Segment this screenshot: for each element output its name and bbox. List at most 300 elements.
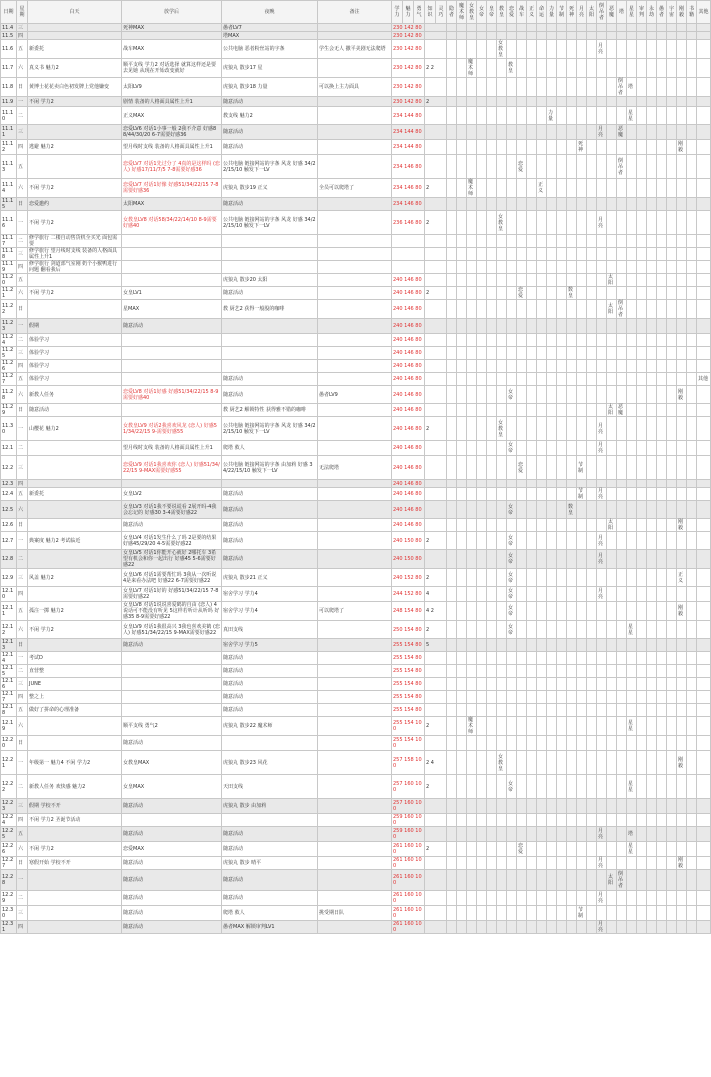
arcana-cell (597, 287, 607, 300)
note-cell (318, 827, 392, 842)
arcana-cell (457, 717, 467, 736)
arcana-cell (477, 891, 487, 906)
arcana-cell (467, 360, 477, 373)
arcana-cell (497, 891, 507, 906)
arcana-cell (447, 857, 457, 870)
arcana-cell (517, 691, 527, 704)
arcana-cell (517, 441, 527, 456)
arcana-cell (527, 857, 537, 870)
arcana-cell (527, 814, 537, 827)
arcana-cell (477, 569, 487, 587)
note-cell: 学生会无人 撒平美剧无法爬塔 (318, 40, 392, 59)
arcana-cell (677, 827, 687, 842)
arcana-cell (487, 40, 497, 59)
night-cell (222, 319, 318, 334)
arcana-cell (497, 906, 507, 921)
arcana-cell (607, 235, 617, 248)
table-row (1, 404, 711, 417)
arcana-cell (637, 775, 647, 799)
stats-cell: 261 160 100 (392, 857, 425, 870)
day-cell: 恋爱邀约 (28, 198, 122, 211)
night-cell: 爬塔 救人 (222, 906, 318, 921)
night-cell: 公共电脑 链接网站的字条 风龙 好感 34/22/15/10 触发下一LV (222, 155, 318, 179)
header-cell: 星星 (627, 1, 637, 24)
table-row (1, 155, 711, 179)
arcana-cell (527, 921, 537, 934)
arcana-cell (457, 24, 467, 32)
arcana-cell (527, 652, 537, 665)
arcana-cell (597, 274, 607, 287)
arcana-cell (527, 621, 537, 639)
arcana-cell (677, 155, 687, 179)
header-cell: 命运 (537, 1, 547, 24)
gain-cell (425, 274, 447, 287)
header-cell: 太阳 (587, 1, 597, 24)
arcana-cell (567, 857, 577, 870)
arcana-cell (607, 319, 617, 334)
arcana-cell (567, 652, 577, 665)
arcana-cell (587, 404, 597, 417)
arcana-cell (507, 155, 517, 179)
table-row (1, 287, 711, 300)
arcana-cell: 塔 (627, 78, 637, 97)
arcana-cell (487, 691, 497, 704)
arcana-cell (487, 891, 497, 906)
day-cell (28, 736, 122, 751)
arcana-cell (697, 319, 711, 334)
date-cell: 12.31 (1, 921, 17, 934)
arcana-cell (647, 274, 657, 287)
arcana-cell (617, 652, 627, 665)
day-cell (28, 107, 122, 125)
gain-cell (425, 736, 447, 751)
night-cell (222, 248, 318, 261)
arcana-cell: 魔术师 (467, 59, 477, 78)
arcana-cell (587, 717, 597, 736)
weekday-cell: 三 (17, 125, 28, 140)
arcana-cell (657, 347, 667, 360)
arcana-cell (557, 736, 567, 751)
note-cell (318, 287, 392, 300)
arcana-cell (637, 235, 647, 248)
arcana-cell (697, 441, 711, 456)
arcana-cell (527, 665, 537, 678)
arcana-cell (447, 775, 457, 799)
arcana-cell (627, 248, 637, 261)
arcana-cell: 星星 (627, 717, 637, 736)
night-cell: 随意活动 (222, 842, 318, 857)
gain-cell (425, 704, 447, 717)
arcana-cell (557, 652, 567, 665)
arcana-cell (637, 24, 647, 32)
arcana-cell (567, 78, 577, 97)
arcana-cell: 节制 (577, 456, 587, 480)
arcana-cell (597, 814, 607, 827)
arcana-cell (647, 40, 657, 59)
arcana-cell (597, 691, 607, 704)
arcana-cell (697, 870, 711, 891)
arcana-cell (697, 891, 711, 906)
arcana-cell (487, 107, 497, 125)
arcana-cell (537, 24, 547, 32)
weekday-cell: 三 (17, 24, 28, 32)
arcana-cell (697, 140, 711, 155)
arcana-cell (447, 300, 457, 319)
arcana-cell: 刚毅 (677, 857, 687, 870)
arcana-cell (547, 550, 557, 569)
arcana-cell (697, 404, 711, 417)
arcana-cell (517, 179, 527, 198)
arcana-cell (537, 827, 547, 842)
arcana-cell (457, 906, 467, 921)
arcana-cell (637, 97, 647, 107)
arcana-cell (527, 417, 537, 441)
night-cell: 随意活动 (222, 891, 318, 906)
arcana-cell (527, 179, 537, 198)
arcana-cell (687, 417, 697, 441)
arcana-cell (467, 235, 477, 248)
weekday-cell: 六 (17, 386, 28, 404)
night-cell: 虎狼丸 散步20 太阳 (222, 274, 318, 287)
arcana-cell (667, 386, 677, 404)
arcana-cell (517, 78, 527, 97)
arcana-cell (657, 155, 667, 179)
arcana-cell (597, 842, 607, 857)
arcana-cell (447, 652, 457, 665)
arcana-cell (497, 274, 507, 287)
arcana-cell (627, 211, 637, 235)
arcana-cell (667, 665, 677, 678)
header-cell: 魔术师 (457, 1, 467, 24)
arcana-cell (457, 360, 467, 373)
arcana-cell (667, 678, 677, 691)
arcana-cell (527, 360, 537, 373)
arcana-cell (567, 125, 577, 140)
arcana-cell (667, 373, 677, 386)
arcana-cell (507, 639, 517, 652)
arcana-cell (577, 678, 587, 691)
arcana-cell (557, 334, 567, 347)
arcana-cell (687, 906, 697, 921)
date-cell: 12.18 (1, 704, 17, 717)
date-cell: 12.8 (1, 550, 17, 569)
arcana-cell (597, 799, 607, 814)
note-cell (318, 235, 392, 248)
arcana-cell (677, 441, 687, 456)
arcana-cell (557, 799, 567, 814)
arcana-cell (657, 501, 667, 519)
arcana-cell (557, 501, 567, 519)
arcana-cell (607, 717, 617, 736)
arcana-cell (557, 480, 567, 488)
arcana-cell (697, 691, 711, 704)
arcana-cell (497, 532, 507, 550)
afterschool-cell (122, 360, 222, 373)
date-cell: 11.8 (1, 78, 17, 97)
arcana-cell (457, 274, 467, 287)
arcana-cell (457, 441, 467, 456)
weekday-cell: 三 (17, 248, 28, 261)
arcana-cell (647, 155, 657, 179)
arcana-cell (457, 751, 467, 775)
arcana-cell (687, 480, 697, 488)
arcana-cell (597, 32, 607, 40)
arcana-cell (697, 906, 711, 921)
arcana-cell (487, 842, 497, 857)
arcana-cell (457, 386, 467, 404)
note-cell (318, 300, 392, 319)
arcana-cell (537, 842, 547, 857)
arcana-cell (557, 751, 567, 775)
arcana-cell (567, 480, 577, 488)
arcana-cell (687, 736, 697, 751)
arcana-cell (607, 78, 617, 97)
night-cell: 宿舍学习 学力4 (222, 602, 318, 621)
arcana-cell (567, 404, 577, 417)
arcana-cell (607, 569, 617, 587)
arcana-cell (627, 550, 637, 569)
arcana-cell (497, 78, 507, 97)
arcana-cell (587, 891, 597, 906)
arcana-cell (527, 799, 537, 814)
arcana-cell (607, 704, 617, 717)
arcana-cell (527, 125, 537, 140)
arcana-cell (457, 211, 467, 235)
arcana-cell (697, 501, 711, 519)
arcana-cell (637, 621, 647, 639)
arcana-cell (497, 32, 507, 40)
afterschool-cell (122, 235, 222, 248)
arcana-cell (627, 300, 637, 319)
arcana-cell (457, 857, 467, 870)
arcana-cell (587, 125, 597, 140)
arcana-cell (577, 441, 587, 456)
day-cell (28, 519, 122, 532)
arcana-cell (697, 417, 711, 441)
arcana-cell (637, 842, 647, 857)
arcana-cell (477, 652, 487, 665)
arcana-cell (587, 261, 597, 274)
arcana-cell (507, 751, 517, 775)
arcana-cell (497, 456, 507, 480)
arcana-cell (547, 602, 557, 621)
date-cell: 12.14 (1, 652, 17, 665)
note-cell (318, 665, 392, 678)
arcana-cell (597, 639, 607, 652)
day-cell: 新教人任务 (28, 386, 122, 404)
table-row (1, 198, 711, 211)
arcana-cell (587, 456, 597, 480)
arcana-cell (627, 602, 637, 621)
arcana-cell (607, 24, 617, 32)
arcana-cell (447, 550, 457, 569)
arcana-cell (697, 678, 711, 691)
arcana-cell (467, 97, 477, 107)
arcana-cell (667, 155, 677, 179)
arcana-cell (477, 550, 487, 569)
arcana-cell (597, 386, 607, 404)
arcana-cell (627, 155, 637, 179)
arcana-cell (697, 488, 711, 501)
arcana-cell (667, 441, 677, 456)
arcana-cell (587, 621, 597, 639)
arcana-cell (457, 32, 467, 40)
day-cell: 修学旅行 剑道部气室刚 奶个小猴鸭进行问题 翻看我后 (28, 261, 122, 274)
arcana-cell (447, 107, 457, 125)
arcana-cell (537, 751, 547, 775)
day-cell (28, 921, 122, 934)
arcana-cell (547, 652, 557, 665)
arcana-cell (597, 678, 607, 691)
arcana-cell (667, 78, 677, 97)
arcana-cell (457, 125, 467, 140)
arcana-cell (667, 751, 677, 775)
arcana-cell (647, 347, 657, 360)
arcana-cell (627, 125, 637, 140)
arcana-cell (507, 300, 517, 319)
arcana-cell (507, 248, 517, 261)
afterschool-cell: 恋爱LV9 对话1我喜欢你 (恋人) 好感51/34/22/15 9-MAX需要好感55 (122, 456, 222, 480)
arcana-cell (487, 870, 497, 891)
arcana-cell (667, 404, 677, 417)
day-cell (28, 587, 122, 602)
arcana-cell (617, 360, 627, 373)
header-cell: 隐者 (447, 1, 457, 24)
table-row (1, 639, 711, 652)
arcana-cell (557, 287, 567, 300)
stats-cell: 240 146 80 (392, 300, 425, 319)
arcana-cell (517, 827, 527, 842)
arcana-cell (617, 827, 627, 842)
arcana-cell (687, 319, 697, 334)
arcana-cell (547, 235, 557, 248)
arcana-cell (687, 870, 697, 891)
arcana-cell (527, 569, 537, 587)
day-cell: 典案度 魅力2 考试临近 (28, 532, 122, 550)
arcana-cell (687, 456, 697, 480)
day-cell: 不闲 学力2 (28, 287, 122, 300)
arcana-cell (527, 519, 537, 532)
arcana-cell (667, 532, 677, 550)
arcana-cell (647, 179, 657, 198)
arcana-cell (487, 155, 497, 179)
arcana-cell (617, 107, 627, 125)
afterschool-cell: 随意活动 (122, 891, 222, 906)
weekday-cell: 一 (17, 652, 28, 665)
arcana-cell (587, 550, 597, 569)
arcana-cell (687, 814, 697, 827)
header-cell: 战车 (517, 1, 527, 24)
table-row (1, 78, 711, 97)
note-cell (318, 678, 392, 691)
arcana-cell (697, 261, 711, 274)
note-cell: 愚者LV9 (318, 386, 392, 404)
header-cell: 节制 (557, 1, 567, 24)
date-cell: 11.24 (1, 334, 17, 347)
weekday-cell: 六 (17, 842, 28, 857)
arcana-cell (537, 501, 547, 519)
arcana-cell (507, 678, 517, 691)
weekday-cell: 日 (17, 736, 28, 751)
arcana-cell (497, 870, 507, 891)
arcana-cell (537, 155, 547, 179)
arcana-cell (517, 404, 527, 417)
arcana-cell (517, 198, 527, 211)
arcana-cell (587, 569, 597, 587)
arcana-cell (537, 891, 547, 906)
arcana-cell (667, 891, 677, 906)
arcana-cell (487, 569, 497, 587)
arcana-cell (617, 179, 627, 198)
arcana-cell (637, 319, 647, 334)
arcana-cell (517, 347, 527, 360)
arcana-cell (457, 550, 467, 569)
day-cell (28, 274, 122, 287)
arcana-cell (627, 704, 637, 717)
stats-cell: 240 146 80 (392, 360, 425, 373)
arcana-cell (677, 404, 687, 417)
arcana-cell (517, 857, 527, 870)
arcana-cell (697, 179, 711, 198)
arcana-cell (477, 799, 487, 814)
arcana-cell (687, 235, 697, 248)
night-cell: 宿舍学习 学力4 (222, 587, 318, 602)
arcana-cell (557, 261, 567, 274)
arcana-cell (567, 639, 577, 652)
arcana-cell (617, 519, 627, 532)
arcana-cell (497, 179, 507, 198)
table-row (1, 857, 711, 870)
afterschool-cell: 随意活动 (122, 639, 222, 652)
day-cell (28, 456, 122, 480)
arcana-cell (507, 24, 517, 32)
table-row (1, 602, 711, 621)
arcana-cell (517, 417, 527, 441)
arcana-cell (627, 891, 637, 906)
arcana-cell (477, 287, 487, 300)
arcana-cell (597, 621, 607, 639)
arcana-cell (637, 704, 647, 717)
arcana-cell: 倒吊者 (617, 78, 627, 97)
arcana-cell (597, 155, 607, 179)
arcana-cell (577, 334, 587, 347)
arcana-cell (577, 799, 587, 814)
arcana-cell (627, 179, 637, 198)
arcana-cell (537, 456, 547, 480)
day-cell: 修学旅行 二楼自动售货机全买光 面包需要 (28, 235, 122, 248)
arcana-cell (517, 59, 527, 78)
day-cell (28, 891, 122, 906)
arcana-cell (537, 386, 547, 404)
gain-cell (425, 678, 447, 691)
arcana-cell (597, 373, 607, 386)
arcana-cell (497, 501, 507, 519)
arcana-cell (547, 736, 557, 751)
night-cell: 公共电脑 恶者粉丝站的字条 (222, 40, 318, 59)
arcana-cell (627, 287, 637, 300)
arcana-cell (487, 261, 497, 274)
arcana-cell: 女帝 (507, 441, 517, 456)
arcana-cell (487, 360, 497, 373)
arcana-cell (647, 300, 657, 319)
arcana-cell (557, 456, 567, 480)
arcana-cell (487, 480, 497, 488)
arcana-cell (537, 59, 547, 78)
table-row (1, 211, 711, 235)
arcana-cell (547, 501, 557, 519)
arcana-cell (567, 799, 577, 814)
arcana-cell (577, 300, 587, 319)
